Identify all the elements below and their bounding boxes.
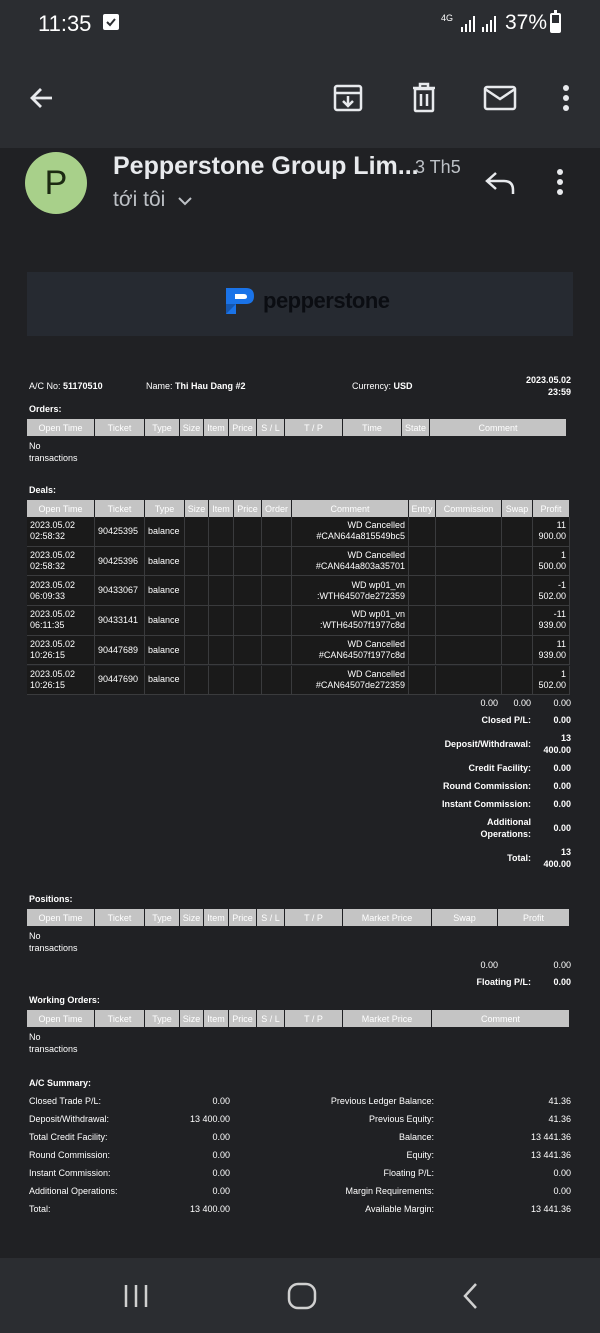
- table-cell: [502, 606, 533, 636]
- column-header: Type: [145, 500, 185, 517]
- table-cell: [27, 517, 95, 547]
- closed-pl-label: Closed P/L:: [481, 715, 531, 725]
- column-header: Item: [204, 1010, 229, 1027]
- column-header: Swap: [502, 500, 533, 517]
- summary-label: Equity:: [406, 1150, 434, 1160]
- summary-label: Margin Requirements:: [345, 1186, 434, 1196]
- table-cell: [185, 576, 209, 606]
- deals-total-profit: 0.00: [553, 698, 571, 708]
- delete-icon[interactable]: [404, 78, 444, 118]
- table-cell: [95, 576, 145, 606]
- column-header: Comment: [432, 1010, 570, 1027]
- table-cell: [209, 606, 234, 636]
- column-header: Item: [204, 909, 229, 926]
- table-cell: [185, 606, 209, 636]
- summary-label: Closed Trade P/L:: [29, 1096, 102, 1106]
- table-cell: [27, 606, 95, 636]
- table-cell: [234, 547, 262, 577]
- summary-label: Total Credit Facility:: [29, 1132, 108, 1142]
- column-header: Commission: [436, 500, 502, 517]
- column-header: Comment: [292, 500, 409, 517]
- column-header: Order: [262, 500, 292, 517]
- sender-header: [0, 150, 600, 240]
- additional-ops-value: 0.00: [553, 823, 571, 833]
- table-cell: [533, 606, 570, 636]
- credit-value: 0.00: [553, 763, 571, 773]
- instant-commission-value: 0.00: [553, 799, 571, 809]
- table-cell: [502, 576, 533, 606]
- round-commission-value: 0.00: [553, 781, 571, 791]
- cell-text: WD Cancelled: [347, 639, 405, 650]
- cell-text: #CAN64507de272359: [315, 679, 405, 690]
- summary-label: Instant Commission:: [29, 1168, 111, 1178]
- cell-text: #CAN64507f1977c8d: [318, 650, 405, 661]
- summary-value: 13 400.00: [189, 1114, 230, 1124]
- summary-label: Balance:: [398, 1132, 434, 1142]
- table-cell: [292, 517, 409, 547]
- summary-label: Deposit/Withdrawal:: [29, 1114, 110, 1124]
- positions-total-swap: 0.00: [480, 960, 498, 970]
- battery-icon: [550, 13, 561, 33]
- back-arrow-icon[interactable]: [22, 78, 62, 118]
- table-cell: [436, 517, 502, 547]
- table-cell: [234, 606, 262, 636]
- table-cell: [262, 636, 292, 666]
- table-cell: [145, 547, 185, 577]
- credit-label: Credit Facility:: [468, 763, 531, 773]
- table-cell: [145, 517, 185, 547]
- cell-text: WD Cancelled: [347, 668, 405, 679]
- cell-text: 2023.05.02: [30, 520, 76, 531]
- orders-empty: No transactions: [29, 441, 78, 463]
- table-cell: [234, 576, 262, 606]
- summary-value: 0.00: [553, 1168, 571, 1178]
- checkbox-notification-icon: [103, 14, 119, 30]
- closed-pl-value: 0.00: [553, 715, 571, 725]
- cell-text: WD wp01_vn: [351, 579, 405, 590]
- recent-apps-icon[interactable]: [122, 1282, 150, 1310]
- cell-text: balance: [148, 525, 180, 536]
- table-cell: [409, 576, 436, 606]
- table-cell: [409, 517, 436, 547]
- table-cell: [145, 636, 185, 666]
- table-cell: [95, 636, 145, 666]
- summary-label: Additional Operations:: [29, 1186, 118, 1196]
- deposit-value-1: 13: [560, 733, 571, 743]
- cell-text: -1: [557, 579, 566, 590]
- cell-text: 2023.05.02: [30, 579, 76, 590]
- table-cell: [436, 547, 502, 577]
- table-cell: [185, 547, 209, 577]
- summary-value: 0.00: [212, 1168, 230, 1178]
- table-cell: [145, 606, 185, 636]
- cell-text: 10:26:15: [30, 679, 66, 690]
- table-cell: [262, 517, 292, 547]
- column-header: T / P: [285, 1010, 343, 1027]
- cell-text: 10:26:15: [30, 650, 66, 661]
- column-header: Entry: [409, 500, 436, 517]
- working-orders-title: Working Orders:: [29, 995, 100, 1005]
- cell-text: 06:09:33: [30, 590, 66, 601]
- table-cell: [262, 666, 292, 696]
- reply-icon[interactable]: [484, 170, 516, 196]
- table-cell: [409, 666, 436, 696]
- summary-value: 0.00: [212, 1150, 230, 1160]
- table-cell: [234, 666, 262, 696]
- cell-text: 502.00: [538, 590, 566, 601]
- column-header: Size: [185, 500, 209, 517]
- cell-text: 02:58:32: [30, 531, 66, 542]
- table-cell: [27, 547, 95, 577]
- summary-label: Previous Ledger Balance:: [330, 1096, 434, 1106]
- cell-text: 939.00: [538, 620, 566, 631]
- signal-icon: [460, 13, 478, 33]
- table-cell: [502, 666, 533, 696]
- table-cell: [95, 606, 145, 636]
- battery-percent: 37%: [505, 11, 548, 34]
- account-info: A/C No: 51170510: [29, 381, 103, 391]
- deposit-label: Deposit/Withdrawal:: [444, 739, 531, 749]
- cell-text: 2023.05.02: [30, 609, 76, 620]
- cell-text: 90433141: [98, 614, 139, 625]
- column-header: Open Time: [27, 909, 95, 926]
- home-icon[interactable]: [287, 1282, 317, 1310]
- sender-more-icon[interactable]: [556, 168, 564, 196]
- column-header: Price: [229, 1010, 257, 1027]
- cell-text: WD Cancelled: [347, 550, 405, 561]
- more-options-icon[interactable]: [546, 78, 586, 118]
- total-label: Total:: [507, 853, 531, 863]
- table-cell: [502, 517, 533, 547]
- table-cell: [95, 517, 145, 547]
- pepperstone-logo-banner: [27, 272, 573, 336]
- table-cell: [27, 636, 95, 666]
- table-cell: [292, 547, 409, 577]
- cell-text: #CAN644a815549bc5: [316, 531, 405, 542]
- summary-value: 0.00: [212, 1132, 230, 1142]
- cell-text: 06:11:35: [30, 620, 65, 631]
- summary-title: A/C Summary:: [29, 1078, 92, 1088]
- signal-icon-2: [481, 13, 499, 33]
- column-header: Comment: [430, 419, 567, 436]
- table-cell: [209, 636, 234, 666]
- column-header: Item: [204, 419, 229, 436]
- floating-pl-label: Floating P/L:: [476, 977, 531, 987]
- column-header: Price: [229, 419, 257, 436]
- orders-title: Orders:: [29, 404, 62, 414]
- instant-commission-label: Instant Commission:: [441, 799, 531, 809]
- column-header: Size: [180, 1010, 204, 1027]
- positions-total-profit: 0.00: [553, 960, 571, 970]
- column-header: Profit: [533, 500, 570, 517]
- column-header: Type: [145, 909, 180, 926]
- account-currency: Currency: USD: [352, 381, 413, 391]
- cell-text: 2023.05.02: [30, 639, 76, 650]
- table-cell: [292, 666, 409, 696]
- cell-text: balance: [148, 674, 180, 685]
- table-cell: [409, 547, 436, 577]
- cell-text: WD wp01_vn: [351, 609, 405, 620]
- column-header: Market Price: [343, 1010, 432, 1027]
- table-cell: [436, 606, 502, 636]
- table-cell: [436, 576, 502, 606]
- column-header: Ticket: [95, 500, 145, 517]
- summary-value: 41.36: [548, 1114, 571, 1124]
- column-header: Price: [234, 500, 262, 517]
- column-header: Ticket: [95, 909, 145, 926]
- statement-time: 23:59: [547, 387, 571, 397]
- cell-text: balance: [148, 644, 180, 655]
- cell-text: 900.00: [538, 531, 566, 542]
- column-header: Open Time: [27, 1010, 95, 1027]
- cell-text: 1: [560, 550, 566, 561]
- status-bar: [0, 0, 600, 48]
- round-commission-label: Round Commission:: [443, 781, 531, 791]
- table-cell: [533, 576, 570, 606]
- table-cell: [409, 636, 436, 666]
- mark-unread-icon[interactable]: [480, 78, 520, 118]
- summary-value: 0.00: [553, 1186, 571, 1196]
- cell-text: 500.00: [538, 561, 566, 572]
- column-header: Swap: [432, 909, 498, 926]
- deposit-value-2: 400.00: [543, 745, 571, 755]
- logo-text: pepperstone: [263, 288, 390, 313]
- table-cell: [27, 666, 95, 696]
- system-nav-bar: [0, 1258, 600, 1333]
- cell-text: 90433067: [98, 585, 139, 596]
- column-header: Type: [145, 1010, 180, 1027]
- additional-ops-label-2: Operations:: [480, 829, 531, 839]
- cell-text: 90425395: [98, 525, 139, 536]
- table-cell: [145, 666, 185, 696]
- account-name: Name: Thi Hau Dang #2: [146, 381, 246, 391]
- additional-ops-label-1: Additional: [487, 817, 531, 827]
- summary-value: 13 441.36: [530, 1132, 571, 1142]
- deals-total-swap: 0.00: [513, 698, 531, 708]
- sender-name[interactable]: Pepperstone Group Lim...: [113, 152, 419, 180]
- table-cell: [209, 517, 234, 547]
- column-header: Ticket: [95, 419, 145, 436]
- column-header: T / P: [285, 909, 343, 926]
- table-cell: [533, 517, 570, 547]
- column-header: State: [402, 419, 430, 436]
- cell-text: 2023.05.02: [30, 550, 76, 561]
- table-cell: [292, 576, 409, 606]
- cell-text: :WTH64507f1977c8d: [319, 620, 405, 631]
- table-cell: [292, 636, 409, 666]
- cell-text: 11: [556, 639, 566, 650]
- column-header: Profit: [498, 909, 570, 926]
- table-cell: [185, 666, 209, 696]
- recipient-label[interactable]: tới tôi: [113, 188, 166, 211]
- column-header: Time: [343, 419, 402, 436]
- summary-value: 13 400.00: [189, 1204, 230, 1214]
- table-cell: [502, 636, 533, 666]
- summary-label: Round Commission:: [29, 1150, 111, 1160]
- table-cell: [533, 666, 570, 696]
- table-cell: [436, 636, 502, 666]
- summary-value: 0.00: [212, 1096, 230, 1106]
- column-header: Item: [209, 500, 234, 517]
- column-header: Open Time: [27, 500, 95, 517]
- column-header: Type: [145, 419, 180, 436]
- network-type: 4G: [441, 13, 454, 23]
- cell-text: :WTH64507de272359: [316, 590, 405, 601]
- cell-text: 90447689: [98, 644, 139, 655]
- column-header: T / P: [285, 419, 343, 436]
- back-nav-icon[interactable]: [460, 1282, 482, 1310]
- table-cell: [262, 576, 292, 606]
- email-date: 3 Th5: [415, 157, 461, 177]
- table-cell: [533, 547, 570, 577]
- cell-text: 2023.05.02: [30, 668, 76, 679]
- table-cell: [27, 576, 95, 606]
- table-cell: [409, 606, 436, 636]
- total-value-2: 400.00: [543, 859, 571, 869]
- column-header: Open Time: [27, 419, 95, 436]
- cell-text: 90425396: [98, 555, 139, 566]
- table-cell: [145, 576, 185, 606]
- cell-text: WD Cancelled: [347, 520, 405, 531]
- table-cell: [234, 636, 262, 666]
- chevron-down-icon[interactable]: [178, 196, 192, 206]
- column-header: Size: [180, 909, 204, 926]
- cell-text: balance: [148, 614, 180, 625]
- cell-text: 02:58:32: [30, 561, 66, 572]
- table-cell: [262, 606, 292, 636]
- table-cell: [436, 666, 502, 696]
- floating-pl-value: 0.00: [553, 977, 571, 987]
- statement-date: 2023.05.02: [525, 375, 571, 385]
- summary-label: Floating P/L:: [383, 1168, 434, 1178]
- cell-text: balance: [148, 585, 180, 596]
- positions-title: Positions:: [29, 894, 73, 904]
- cell-text: 11: [556, 520, 566, 531]
- table-cell: [95, 666, 145, 696]
- total-value-1: 13: [560, 847, 571, 857]
- table-cell: [185, 636, 209, 666]
- table-cell: [502, 547, 533, 577]
- summary-label: Previous Equity:: [368, 1114, 434, 1124]
- summary-value: 13 441.36: [530, 1150, 571, 1160]
- deals-title: Deals:: [29, 485, 57, 495]
- column-header: S / L: [257, 419, 285, 436]
- cell-text: 939.00: [538, 650, 566, 661]
- table-cell: [95, 547, 145, 577]
- summary-value: 41.36: [548, 1096, 571, 1106]
- email-toolbar: [0, 48, 600, 148]
- table-cell: [185, 517, 209, 547]
- positions-empty: No transactions: [29, 931, 78, 953]
- column-header: Size: [180, 419, 204, 436]
- summary-label: Total:: [29, 1204, 51, 1214]
- column-header: S / L: [257, 909, 285, 926]
- table-cell: [292, 606, 409, 636]
- summary-value: 13 441.36: [530, 1204, 571, 1214]
- cell-text: balance: [148, 555, 180, 566]
- table-cell: [209, 666, 234, 696]
- column-header: Ticket: [95, 1010, 145, 1027]
- table-cell: [209, 576, 234, 606]
- cell-text: -11: [553, 609, 566, 620]
- table-cell: [262, 547, 292, 577]
- deals-total-commission: 0.00: [480, 698, 498, 708]
- pepperstone-logo-icon: [222, 286, 256, 316]
- summary-label: Available Margin:: [365, 1204, 434, 1214]
- table-cell: [533, 636, 570, 666]
- cell-text: #CAN644a803a35701: [315, 561, 405, 572]
- working-orders-empty: No transactions: [29, 1032, 78, 1054]
- column-header: Market Price: [343, 909, 432, 926]
- table-cell: [209, 547, 234, 577]
- avatar[interactable]: P: [25, 152, 87, 214]
- cell-text: 502.00: [538, 679, 566, 690]
- archive-icon[interactable]: [328, 78, 368, 118]
- column-header: S / L: [257, 1010, 285, 1027]
- summary-value: 0.00: [212, 1186, 230, 1196]
- cell-text: 1: [560, 668, 566, 679]
- cell-text: 90447690: [98, 674, 139, 685]
- status-time: 11:35: [38, 11, 92, 36]
- column-header: Price: [229, 909, 257, 926]
- table-cell: [234, 517, 262, 547]
